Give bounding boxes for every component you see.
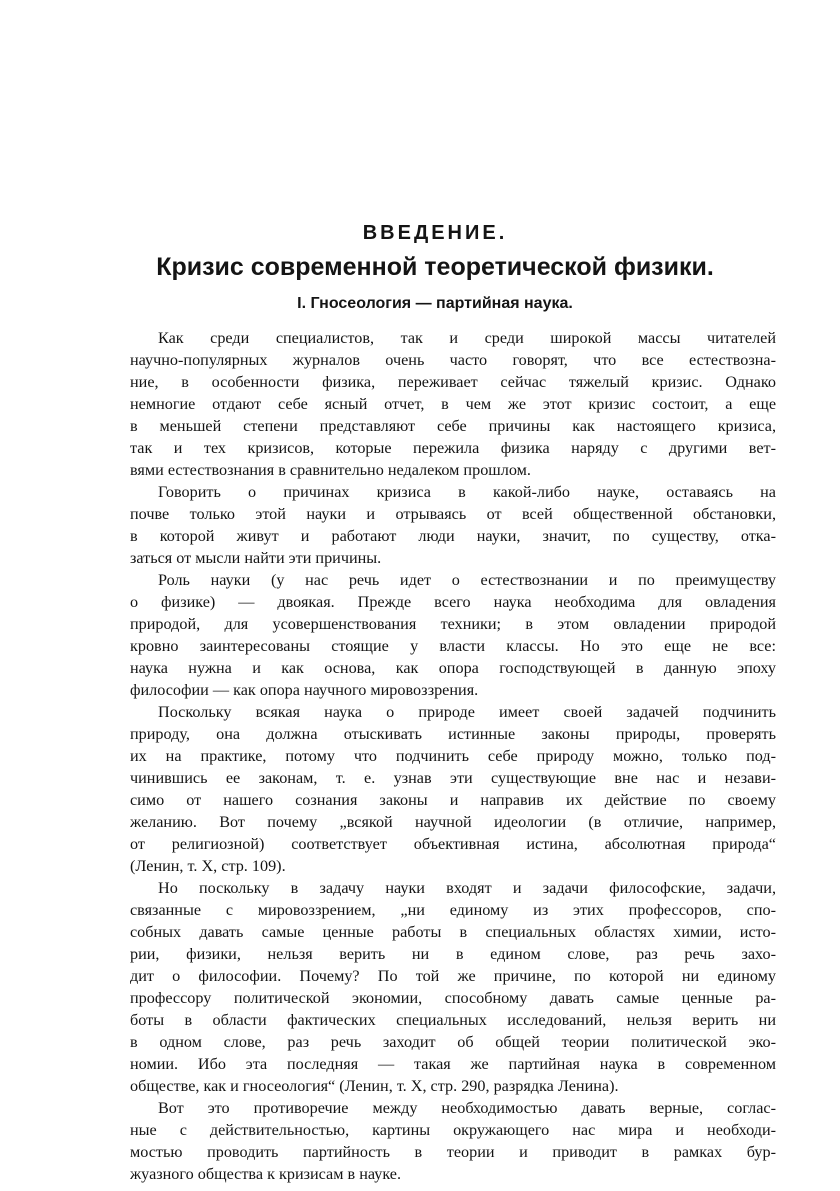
text-line: дит о философии. Почему? По той же причине, по которой ни единому — [130, 967, 776, 985]
chapter-title: Кризис современной теоретической физики. — [156, 253, 714, 281]
text-line: вями естествознания в сравнительно недалеком прошлом. — [130, 461, 531, 479]
text-line: о физике) — двоякая. Прежде всего наука необходима для овладения — [130, 593, 776, 611]
text-line: симо от нашего сознания законы и направив их действие по своему — [130, 791, 776, 809]
text-line: номии. Ибо эта последняя — такая же партийная наука в современном — [130, 1055, 776, 1073]
text-line: Говорить о причинах кризиса в какой-либо науке, оставаясь на — [158, 483, 776, 501]
text-line: профессору политической экономии, способному давать самые ценные ра- — [130, 989, 776, 1007]
section-heading: ВВЕДЕНИЕ. — [362, 222, 508, 244]
text-line: Роль науки (у нас речь идет о естествознании и по преимуществу — [158, 571, 776, 589]
text-line: ние, в особенности физика, переживает сейчас тяжелый кризис. Однако — [130, 373, 776, 391]
text-line: чинившись ее законам, т. е. узнав эти существующие вне нас и незави- — [130, 769, 776, 787]
text-line: заться от мысли найти эти причины. — [130, 549, 382, 567]
text-line: Как среди специалистов, так и среди широкой массы читателей — [158, 329, 776, 347]
text-line: в меньшей степени представляют себе причины как настоящего кризиса, — [130, 417, 776, 435]
text-line: от религиозной) соответствует объективная истина, абсолютная природа“ — [130, 835, 776, 853]
text-line: Поскольку всякая наука о природе имеет своей задачей подчинить — [158, 703, 776, 721]
subsection-title: I. Гносеология — партийная наука. — [297, 295, 573, 312]
text-line: (Ленин, т. X, стр. 109). — [130, 857, 286, 875]
text-line: Но поскольку в задачу науки входят и задачи философские, задачи, — [158, 879, 776, 897]
text-line: кровно заинтересованы стоящие у власти классы. Но это еще не все: — [130, 637, 776, 655]
text-line: обществе, как и гносеология“ (Ленин, т. X, стр. 290, разрядка Ленина). — [130, 1077, 619, 1095]
text-line: наука нужна и как основа, как опора господствующей в данную эпоху — [130, 659, 776, 677]
text-line: ные с действительностью, картины окружающего нас мира и необходи- — [130, 1121, 776, 1139]
text-line: научно-популярных журналов очень часто говорят, что все естествозна- — [130, 351, 776, 369]
text-line: боты в области фактических специальных исследований, нельзя верить ни — [130, 1011, 776, 1029]
text-line: почве только этой науки и отрываясь от всей общественной обстановки, — [130, 505, 776, 523]
text-line: собных давать самые ценные работы в специальных областях химии, исто- — [130, 923, 776, 941]
text-line: в которой живут и работают люди науки, значит, по существу, отка- — [130, 527, 776, 545]
text-line: Вот это противоречие между необходимостью давать верные, соглас- — [158, 1099, 776, 1117]
text-line: желанию. Вот почему „всякой научной идеологии (в отличие, например, — [130, 813, 776, 831]
text-line: так и тех кризисов, которые пережила физика наряду с другими вет- — [130, 439, 776, 457]
text-line: философии — как опора научного мировоззрения. — [130, 681, 479, 699]
text-line: природой, для усовершенствования техники; в этом овладении природой — [130, 615, 776, 633]
text-line: связанные с мировоззрением, „ни единому из этих профессоров, спо- — [130, 901, 776, 919]
text-line: рии, физики, нельзя верить ни в едином слове, раз речь захо- — [130, 945, 776, 963]
text-line: немногие отдают себе ясный отчет, в чем же этот кризис состоит, а еще — [130, 395, 776, 413]
text-line: их на практике, потому что подчинить себе природу можно, только под- — [130, 747, 776, 765]
text-line: природу, она должна отыскивать истинные законы природы, проверять — [130, 725, 776, 743]
text-line: в одном слове, раз речь заходит об общей теории политической эко- — [130, 1033, 776, 1051]
text-line: мостью проводить партийность в теории и приводит в рамках бур- — [130, 1143, 776, 1161]
text-line: жуазного общества к кризисам в науке. — [130, 1165, 402, 1183]
